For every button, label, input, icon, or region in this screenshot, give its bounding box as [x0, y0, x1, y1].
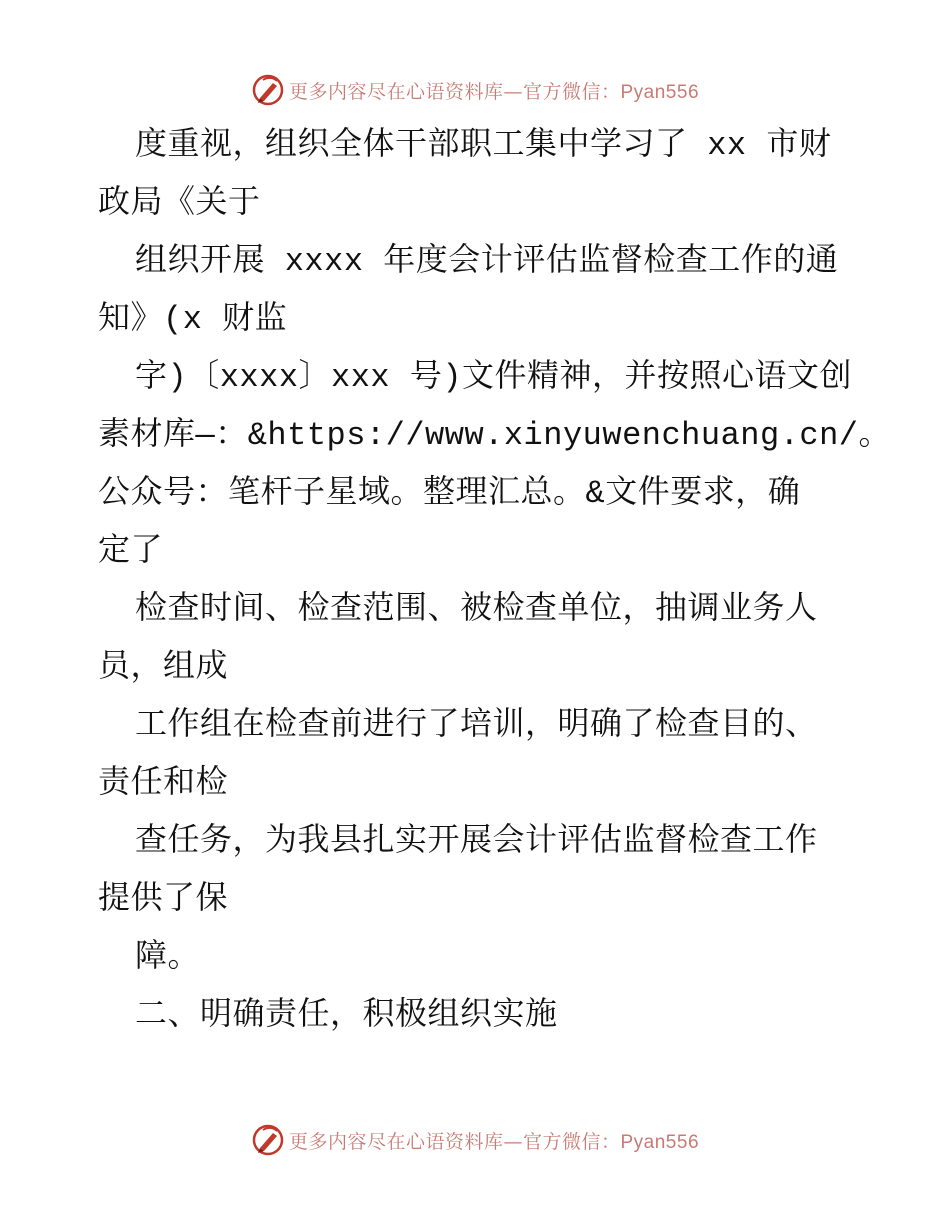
body-line: 查任务，为我县扎实开展会计评估监督检查工作 — [135, 823, 818, 860]
document-body — [98, 117, 892, 1045]
pen-logo-icon — [251, 1123, 285, 1157]
body-line: 员，组成 — [98, 649, 229, 686]
banner-text: 更多内容尽在心语资料库—官方微信： — [288, 1130, 621, 1153]
footer-banner — [0, 1120, 950, 1160]
body-line: 素材库—：&https://www.xinyuwenchuang.cn/。 — [98, 417, 892, 454]
body-line: 责任和检 — [98, 765, 229, 802]
body-line: 组织开展 xxxx 年度会计评估监督检查工作的通 — [135, 243, 839, 280]
section-heading: 二、明确责任，积极组织实施 — [135, 997, 558, 1034]
body-line: 政局《关于 — [98, 185, 261, 222]
body-line: 工作组在检查前进行了培训，明确了检查目的、 — [135, 707, 818, 744]
banner-wechat-id: Pyan556 — [620, 81, 700, 103]
body-line: 定了 — [98, 533, 164, 570]
body-line: 检查时间、检查范围、被检查单位，抽调业务人 — [135, 591, 818, 628]
pen-logo-icon — [251, 73, 285, 107]
header-banner — [0, 70, 950, 110]
body-line: 字)〔xxxx〕xxx 号)文件精神，并按照心语文创 — [135, 359, 853, 396]
banner-wechat-id: Pyan556 — [620, 1131, 700, 1153]
body-line: 障。 — [135, 939, 201, 976]
banner-text: 更多内容尽在心语资料库—官方微信： — [288, 80, 621, 103]
body-line: 公众号：笔杆子星域。整理汇总。&文件要求，确 — [98, 475, 801, 512]
body-line: 知》(x 财监 — [98, 301, 288, 338]
body-line: 度重视，组织全体干部职工集中学习了 xx 市财 — [135, 127, 832, 164]
body-line: 提供了保 — [98, 881, 229, 918]
